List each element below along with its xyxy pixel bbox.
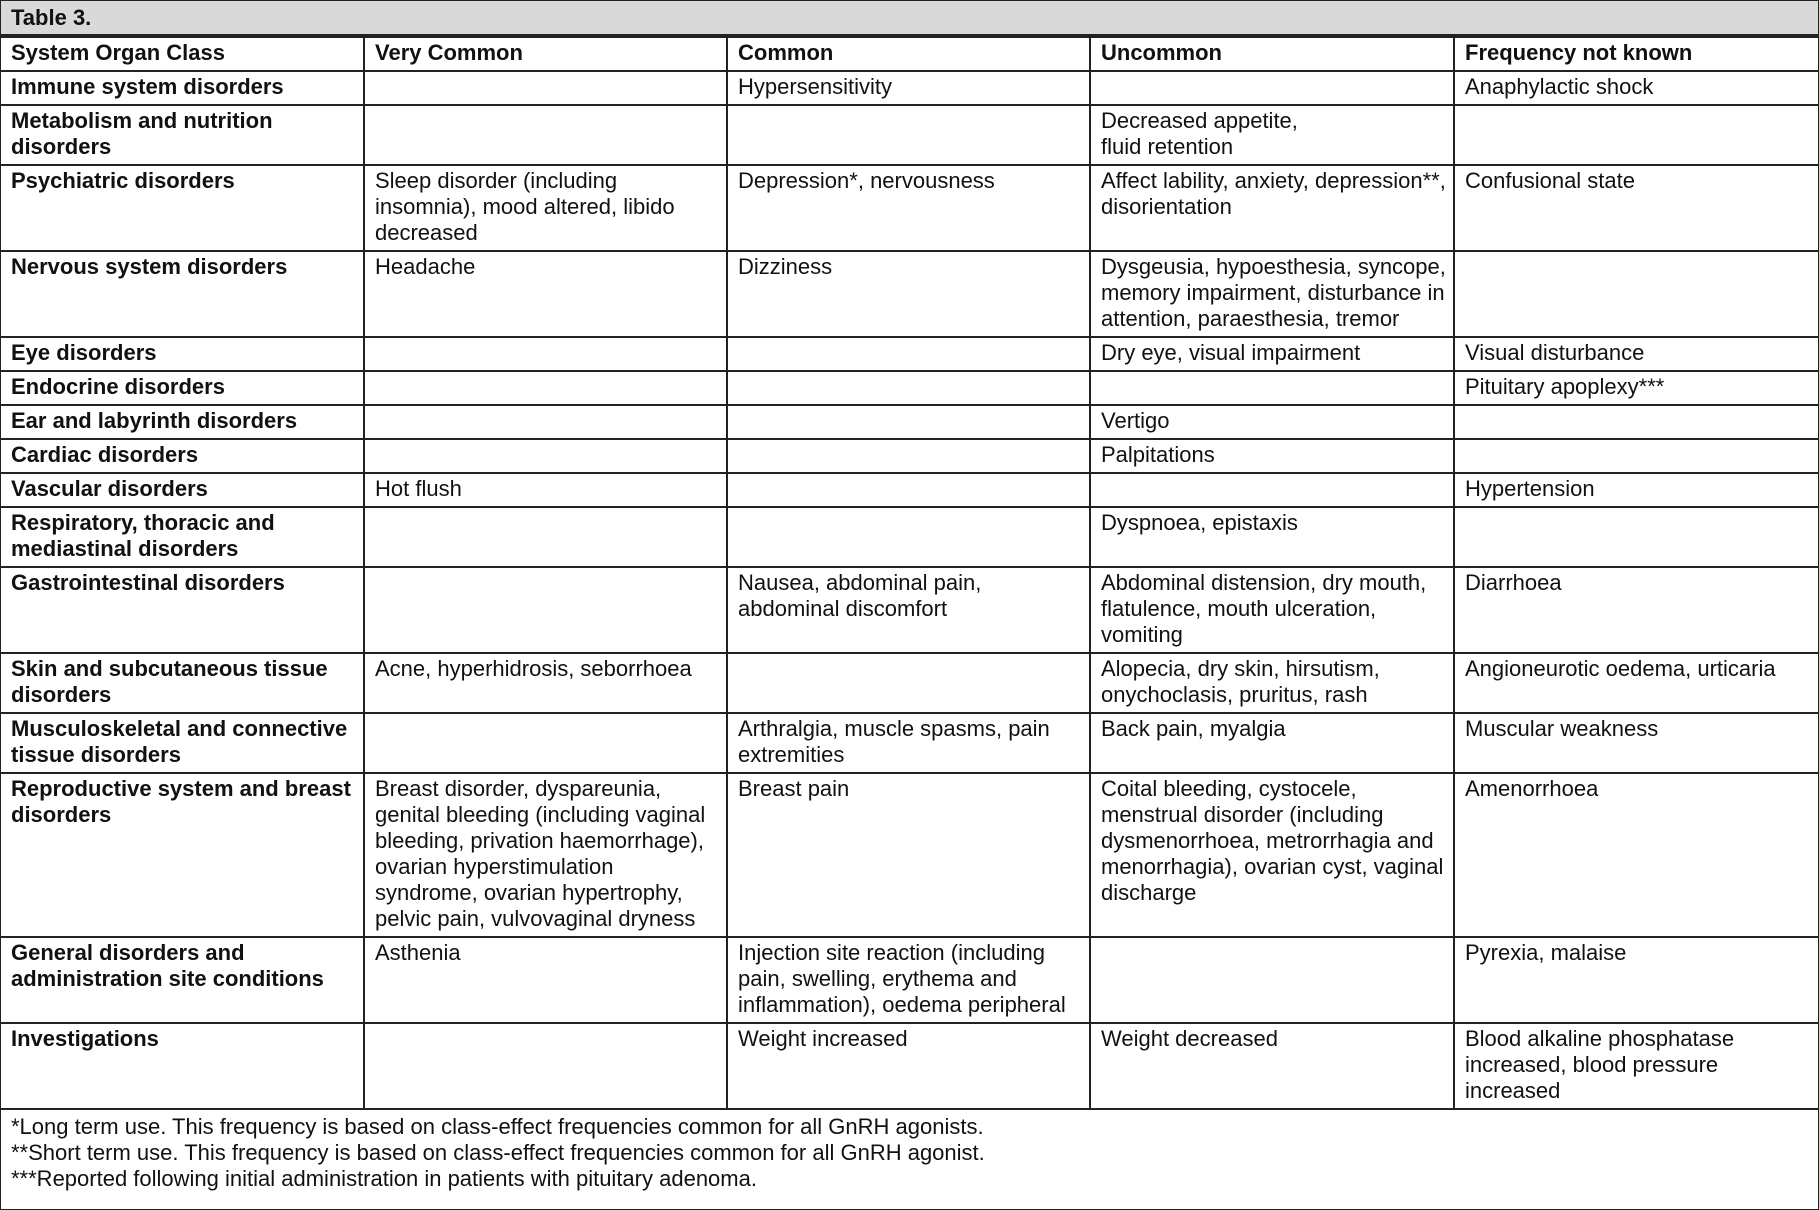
- table-row: [1, 507, 1818, 567]
- cell-common: Hypersensitivity: [727, 71, 1090, 105]
- cell-frequency-not-known: [1454, 439, 1818, 473]
- cell-frequency-not-known: Muscular weakness: [1454, 713, 1818, 773]
- table-row: [1, 473, 1818, 507]
- cell-uncommon: [1090, 371, 1454, 405]
- cell-common: [727, 337, 1090, 371]
- footnote-long-term: *Long term use. This frequency is based on class-effect frequencies common for all GnRH agonists.: [11, 1114, 984, 1139]
- cell-common: Breast pain: [727, 773, 1090, 937]
- cell-system-organ-class: Endocrine disorders: [1, 371, 364, 405]
- cell-frequency-not-known: [1454, 507, 1818, 567]
- header-uncommon: Uncommon: [1090, 37, 1454, 71]
- cell-system-organ-class: Psychiatric disorders: [1, 165, 364, 251]
- cell-very-common: [364, 507, 727, 567]
- cell-frequency-not-known: Diarrhoea: [1454, 567, 1818, 653]
- cell-very-common: [364, 71, 727, 105]
- cell-system-organ-class: Ear and labyrinth disorders: [1, 405, 364, 439]
- cell-uncommon: Dyspnoea, epistaxis: [1090, 507, 1454, 567]
- cell-common: Arthralgia, muscle spasms, pain extremities: [727, 713, 1090, 773]
- cell-uncommon: [1090, 473, 1454, 507]
- table-row: [1, 567, 1818, 653]
- cell-frequency-not-known: Anaphylactic shock: [1454, 71, 1818, 105]
- cell-frequency-not-known: Hypertension: [1454, 473, 1818, 507]
- cell-uncommon: Back pain, myalgia: [1090, 713, 1454, 773]
- cell-very-common: [364, 1023, 727, 1109]
- cell-very-common: Acne, hyperhidrosis, seborrhoea: [364, 653, 727, 713]
- cell-frequency-not-known: [1454, 405, 1818, 439]
- table-row: [1, 165, 1818, 251]
- cell-uncommon: Decreased appetite, fluid retention: [1090, 105, 1454, 165]
- cell-uncommon: Abdominal distension, dry mouth, flatulence, mouth ulceration, vomiting: [1090, 567, 1454, 653]
- cell-common: [727, 371, 1090, 405]
- cell-very-common: [364, 105, 727, 165]
- cell-system-organ-class: Investigations: [1, 1023, 364, 1109]
- table-row: [1, 251, 1818, 337]
- cell-very-common: [364, 439, 727, 473]
- adverse-reactions-table: [1, 36, 1818, 1110]
- cell-frequency-not-known: Amenorrhoea: [1454, 773, 1818, 937]
- cell-common: Nausea, abdominal pain, abdominal discomfort: [727, 567, 1090, 653]
- table-row: [1, 405, 1818, 439]
- table-row: [1, 653, 1818, 713]
- cell-common: [727, 405, 1090, 439]
- cell-very-common: Headache: [364, 251, 727, 337]
- cell-frequency-not-known: Pituitary apoplexy***: [1454, 371, 1818, 405]
- cell-system-organ-class: General disorders and administration site conditions: [1, 937, 364, 1023]
- table-header-row: [1, 37, 1818, 71]
- cell-uncommon: Palpitations: [1090, 439, 1454, 473]
- footnote-short-term: **Short term use. This frequency is based on class-effect frequencies common for all GnRH agonist.: [11, 1140, 985, 1165]
- cell-uncommon: Dysgeusia, hypoesthesia, syncope, memory impairment, disturbance in attention, paraesthesia, tremor: [1090, 251, 1454, 337]
- cell-frequency-not-known: Pyrexia, malaise: [1454, 937, 1818, 1023]
- cell-uncommon: [1090, 71, 1454, 105]
- cell-system-organ-class: Cardiac disorders: [1, 439, 364, 473]
- cell-frequency-not-known: Confusional state: [1454, 165, 1818, 251]
- cell-common: Injection site reaction (including pain, swelling, erythema and inflammation), oedema peripheral: [727, 937, 1090, 1023]
- cell-very-common: [364, 405, 727, 439]
- cell-system-organ-class: Immune system disorders: [1, 71, 364, 105]
- cell-very-common: Hot flush: [364, 473, 727, 507]
- cell-very-common: [364, 371, 727, 405]
- cell-system-organ-class: Vascular disorders: [1, 473, 364, 507]
- cell-frequency-not-known: [1454, 105, 1818, 165]
- cell-common: Weight increased: [727, 1023, 1090, 1109]
- cell-common: Dizziness: [727, 251, 1090, 337]
- table-row: [1, 371, 1818, 405]
- cell-common: [727, 439, 1090, 473]
- cell-system-organ-class: Gastrointestinal disorders: [1, 567, 364, 653]
- cell-very-common: [364, 567, 727, 653]
- cell-common: [727, 653, 1090, 713]
- table-row: [1, 105, 1818, 165]
- table-footnotes: [1, 1110, 1818, 1196]
- cell-system-organ-class: Musculoskeletal and connective tissue disorders: [1, 713, 364, 773]
- cell-frequency-not-known: [1454, 251, 1818, 337]
- cell-common: [727, 473, 1090, 507]
- cell-system-organ-class: Skin and subcutaneous tissue disorders: [1, 653, 364, 713]
- cell-uncommon: Alopecia, dry skin, hirsutism, onychoclasis, pruritus, rash: [1090, 653, 1454, 713]
- cell-very-common: Sleep disorder (including insomnia), mood altered, libido decreased: [364, 165, 727, 251]
- table-row: [1, 713, 1818, 773]
- cell-common: [727, 507, 1090, 567]
- header-frequency-not-known: Frequency not known: [1454, 37, 1818, 71]
- cell-uncommon: Weight decreased: [1090, 1023, 1454, 1109]
- table-row: [1, 337, 1818, 371]
- header-very-common: Very Common: [364, 37, 727, 71]
- table-row: [1, 773, 1818, 937]
- cell-very-common: [364, 713, 727, 773]
- cell-uncommon: Vertigo: [1090, 405, 1454, 439]
- table-row: [1, 937, 1818, 1023]
- cell-system-organ-class: Eye disorders: [1, 337, 364, 371]
- cell-frequency-not-known: Visual disturbance: [1454, 337, 1818, 371]
- cell-very-common: Asthenia: [364, 937, 727, 1023]
- table-title: Table 3.: [1, 1, 1818, 36]
- cell-system-organ-class: Respiratory, thoracic and mediastinal disorders: [1, 507, 364, 567]
- cell-system-organ-class: Nervous system disorders: [1, 251, 364, 337]
- cell-common: Depression*, nervousness: [727, 165, 1090, 251]
- cell-system-organ-class: Metabolism and nutrition disorders: [1, 105, 364, 165]
- footnote-pituitary-adenoma: ***Reported following initial administration in patients with pituitary adenoma.: [11, 1166, 757, 1191]
- cell-common: [727, 105, 1090, 165]
- header-common: Common: [727, 37, 1090, 71]
- header-system-organ-class: System Organ Class: [1, 37, 364, 71]
- table-row: [1, 1023, 1818, 1109]
- cell-uncommon: [1090, 937, 1454, 1023]
- cell-system-organ-class: Reproductive system and breast disorders: [1, 773, 364, 937]
- table-row: [1, 71, 1818, 105]
- table-row: [1, 439, 1818, 473]
- cell-frequency-not-known: Blood alkaline phosphatase increased, blood pressure increased: [1454, 1023, 1818, 1109]
- cell-uncommon: Coital bleeding, cystocele, menstrual disorder (including dysmenorrhoea, metrorrhagia and menorrhagia), ovarian cyst, vaginal discharge: [1090, 773, 1454, 937]
- cell-very-common: Breast disorder, dyspareunia, genital bleeding (including vaginal bleeding, privation haemorrhage), ovarian hyperstimulation syndrome, ovarian hypertrophy, pelvic pain, vulvovaginal dryness: [364, 773, 727, 937]
- cell-frequency-not-known: Angioneurotic oedema, urticaria: [1454, 653, 1818, 713]
- cell-uncommon: Dry eye, visual impairment: [1090, 337, 1454, 371]
- cell-uncommon: Affect lability, anxiety, depression**, disorientation: [1090, 165, 1454, 251]
- cell-very-common: [364, 337, 727, 371]
